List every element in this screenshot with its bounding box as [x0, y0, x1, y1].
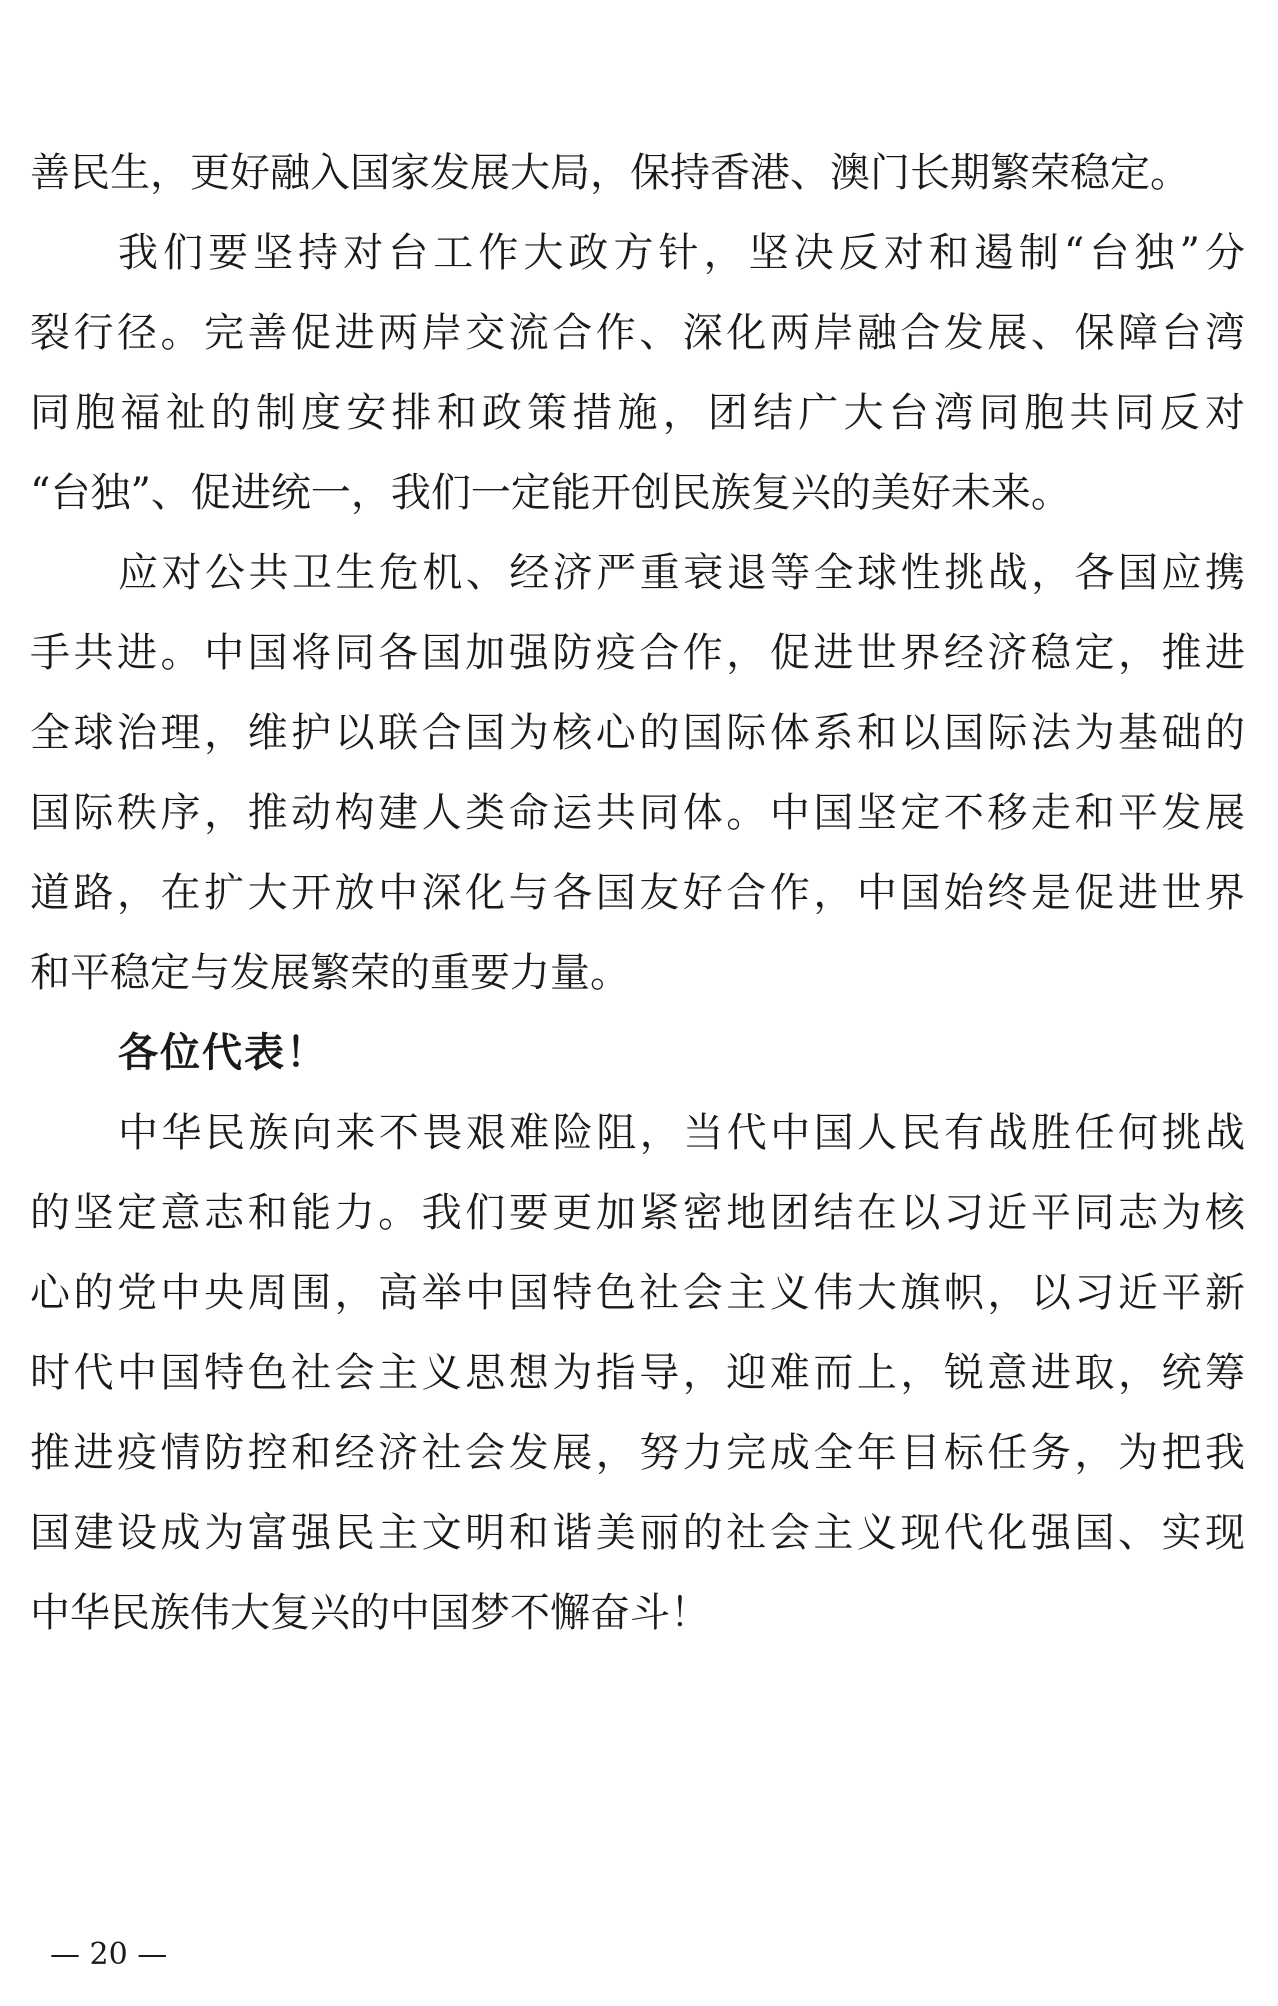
paragraph-line: 我们要坚持对台工作大政方针，坚决反对和遏制“台独”分 — [118, 230, 1245, 276]
paragraph-line: 同胞福祉的制度安排和政策措施，团结广大台湾同胞共同反对 — [30, 390, 1245, 436]
paragraph-line: 国建设成为富强民主文明和谐美丽的社会主义现代化强国、实现 — [30, 1510, 1245, 1556]
paragraph-line: 国际秩序，推动构建人类命运共同体。中国坚定不移走和平发展 — [30, 790, 1245, 836]
paragraph-line: 推进疫情防控和经济社会发展，努力完成全年目标任务，为把我 — [30, 1430, 1245, 1476]
paragraph-line: 中华民族向来不畏艰难险阻，当代中国人民有战胜任何挑战 — [118, 1110, 1245, 1156]
paragraph-line: 时代中国特色社会主义思想为指导，迎难而上，锐意进取，统筹 — [30, 1350, 1245, 1396]
paragraph-line: 和平稳定与发展繁荣的重要力量。 — [30, 950, 630, 996]
body-text — [30, 133, 1245, 1653]
paragraph-line: 道路，在扩大开放中深化与各国友好合作，中国始终是促进世界 — [30, 870, 1245, 916]
paragraph-line: 全球治理，维护以联合国为核心的国际体系和以国际法为基础的 — [30, 710, 1245, 756]
page-number: — 20 — — [50, 1937, 168, 1972]
paragraph-line: 善民生，更好融入国家发展大局，保持香港、澳门长期繁荣稳定。 — [30, 150, 1190, 196]
paragraph-line: 应对公共卫生危机、经济严重衰退等全球性挑战，各国应携 — [118, 550, 1245, 596]
section-heading: 各位代表！ — [118, 1030, 328, 1076]
paragraph-line: 心的党中央周围，高举中国特色社会主义伟大旗帜，以习近平新 — [30, 1270, 1245, 1316]
paragraph-line: 裂行径。完善促进两岸交流合作、深化两岸融合发展、保障台湾 — [30, 310, 1245, 356]
paragraph-line: 手共进。中国将同各国加强防疫合作，促进世界经济稳定，推进 — [30, 630, 1245, 676]
paragraph-line: “台独”、促进统一，我们一定能开创民族复兴的美好未来。 — [30, 470, 1071, 516]
paragraph-line: 中华民族伟大复兴的中国梦不懈奋斗！ — [30, 1590, 710, 1636]
paragraph-line: 的坚定意志和能力。我们要更加紧密地团结在以习近平同志为核 — [30, 1190, 1245, 1236]
